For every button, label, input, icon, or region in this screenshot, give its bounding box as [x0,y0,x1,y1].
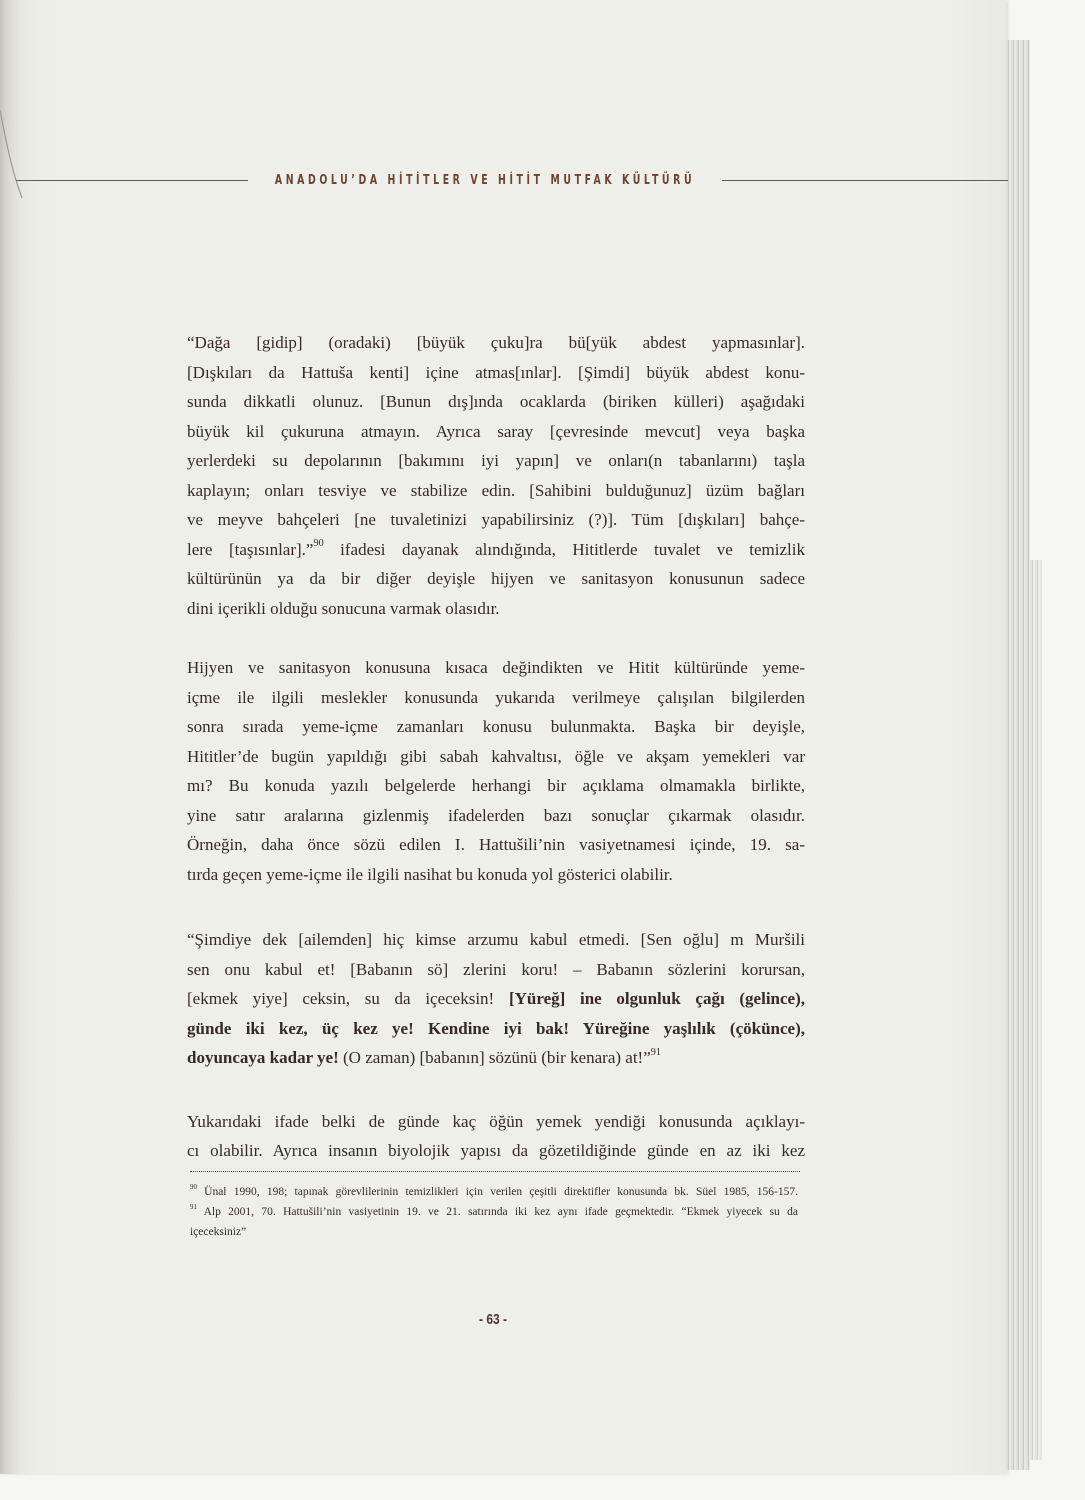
text-line [187,683,805,713]
paragraph [187,1107,805,1166]
text-span: “Şimdiye dek [ailemden] hiç kimse arzumu kabul etmedi. [Sen oğlu] m Muršili [187,930,805,949]
text-line [187,1014,805,1044]
text-span: cı olabilir. Ayrıca insanın biyolojik yapısı da gözetildiğinde günde en az iki kez [187,1141,805,1160]
text-line [187,742,805,772]
footnote-line [190,1222,798,1242]
text-span: Ünal 1990, 198; tapınak görevlilerinin temizlikleri için verilen çeşitli direktifler konusunda bk. Süel 1985, 156-157. [196,1186,798,1198]
text-span: sen onu kabul et! [Babanın sö] zlerini koru! – Babanın sözlerini korursan, [187,959,805,979]
text-line [187,771,805,801]
running-header-title: ANADOLU’DA HİTİTLER VE HİTİT MUTFAK KÜLTÜRÜ [274,173,696,188]
footnote-separator [190,1171,800,1172]
text-line [187,984,805,1014]
text-span: ifadesi dayanak alındığında, Hititlerde tuvalet ve temizlik [323,539,805,559]
text-span: tırda geçen yeme-içme ile ilgili nasihat bu konuda yol gösterici olabilir. [187,864,673,884]
footnote-line [190,1182,798,1202]
header-rule-right [722,180,1008,181]
footnotes [190,1182,798,1242]
text-line [187,358,805,388]
paragraph [187,653,805,889]
text-line [187,564,805,594]
footnote-marker: 90 [313,538,324,550]
text-line [187,446,805,476]
text-span: Yukarıdaki ifade belki de günde kaç öğün yemek yendiği konusunda açıklayı- [187,1111,805,1131]
bold-text: günde iki kez, üç kez ye! Kendine iyi bak! Yüreğine yaşlılık (çökünce), [187,1018,805,1038]
text-span: içme ile ilgili meslekler konusunda yukarıda verilmeye çalışılan bilgilerden [187,687,805,707]
paragraph [187,328,805,623]
text-span: (O zaman) [babanın] sözünü (bir kenara) at!” [338,1048,651,1067]
text-line [187,925,805,955]
text-line [187,594,805,624]
text-span: kaplayın; onları tesviye ve stabilize edin. [Sahibini bulduğunuz] üzüm bağları [187,480,805,500]
text-span: kültürünün ya da bir diğer deyişle hijyen ve sanitasyon konusunun sadece [187,569,805,588]
paragraph [187,925,805,1073]
bold-text: [Yüreğ] ine olgunluk çağı (gelince), [508,989,805,1008]
binding-curve [0,110,30,200]
text-span: içeceksiniz” [190,1226,247,1238]
text-span: Hititler’de bugün yapıldığı gibi sabah kahvaltısı, öğle ve akşam yemekleri var [187,746,805,766]
text-line [187,505,805,535]
text-span: yerlerdeki su depolarının [bakımını iyi yapın] ve onları(n tabanlarını) taşla [187,451,805,470]
text-line [187,801,805,831]
text-line [187,328,805,358]
text-span: sunda dikkatli olunuz. [Bunun dış]ında ocaklarda (biriken külleri) aşağıdaki [187,392,805,411]
text-line [187,955,805,985]
text-span: dini içerikli olduğu sonucuna varmak olasıdır. [187,598,500,618]
text-span: yine satır aralarına gizlenmiş ifadelerden bazı sonuçlar çıkarmak olasıdır. [187,805,805,825]
text-line [187,712,805,742]
text-span: “Dağa [gidip] (oradaki) [büyük çuku]ra bü[yük abdest yapmasınlar]. [187,333,805,352]
text-span: Örneğin, daha önce sözü edilen I. Hattušili’nin vasiyetnamesi içinde, 19. sa- [187,835,805,854]
text-line [187,1136,805,1166]
text-span: [ekmek yiye] ceksin, su da içeceksin! [187,989,509,1008]
text-span: büyük kil çukuruna atmayın. Ayrıca saray [çevresinde mevcut] veya başka [187,421,805,441]
text-line [187,830,805,860]
text-line [187,535,805,565]
text-span: lere [taşısınlar].” [187,539,314,559]
page-edges [1006,40,1030,1470]
text-line [187,1107,805,1137]
footnote-marker: 91 [190,1204,197,1212]
text-line [187,417,805,447]
footnote-line [190,1202,798,1222]
text-span: Alp 2001, 70. Hattušili’nin vasiyetinin 19. ve 21. satırında iki kez aynı ifade geçmektedir. “Ekmek yiyecek su da [196,1206,798,1218]
text-line [187,476,805,506]
header-rule-left [16,180,248,181]
page-number: - 63 - [478,1311,508,1328]
page-edges-lower [1030,560,1042,1460]
text-span: mı? Bu konuda yazılı belgelerde herhangi bir açıklama olmamakla birlikte, [187,776,805,795]
text-line [187,653,805,683]
text-line [187,860,805,890]
text-line [187,1043,805,1073]
text-span: [Dışkıları da Hattuša kenti] içine atmas[ınlar]. [Şimdi] büyük abdest konu- [187,362,805,382]
text-span: ve meyve bahçeleri [ne tuvaletinizi yapabilirsiniz (?)]. Tüm [dışkıları] bahçe- [187,510,805,529]
footnote-marker: 90 [190,1184,197,1192]
body-text [187,328,805,1166]
bold-text: doyuncaya kadar ye! [187,1048,339,1067]
text-span: sonra sırada yeme-içme zamanları konusu bulunmakta. Başka bir deyişle, [187,717,805,736]
text-span: Hijyen ve sanitasyon konusuna kısaca değindikten ve Hitit kültüründe yeme- [187,658,805,677]
text-line [187,387,805,417]
footnote-marker: 91 [650,1046,661,1058]
